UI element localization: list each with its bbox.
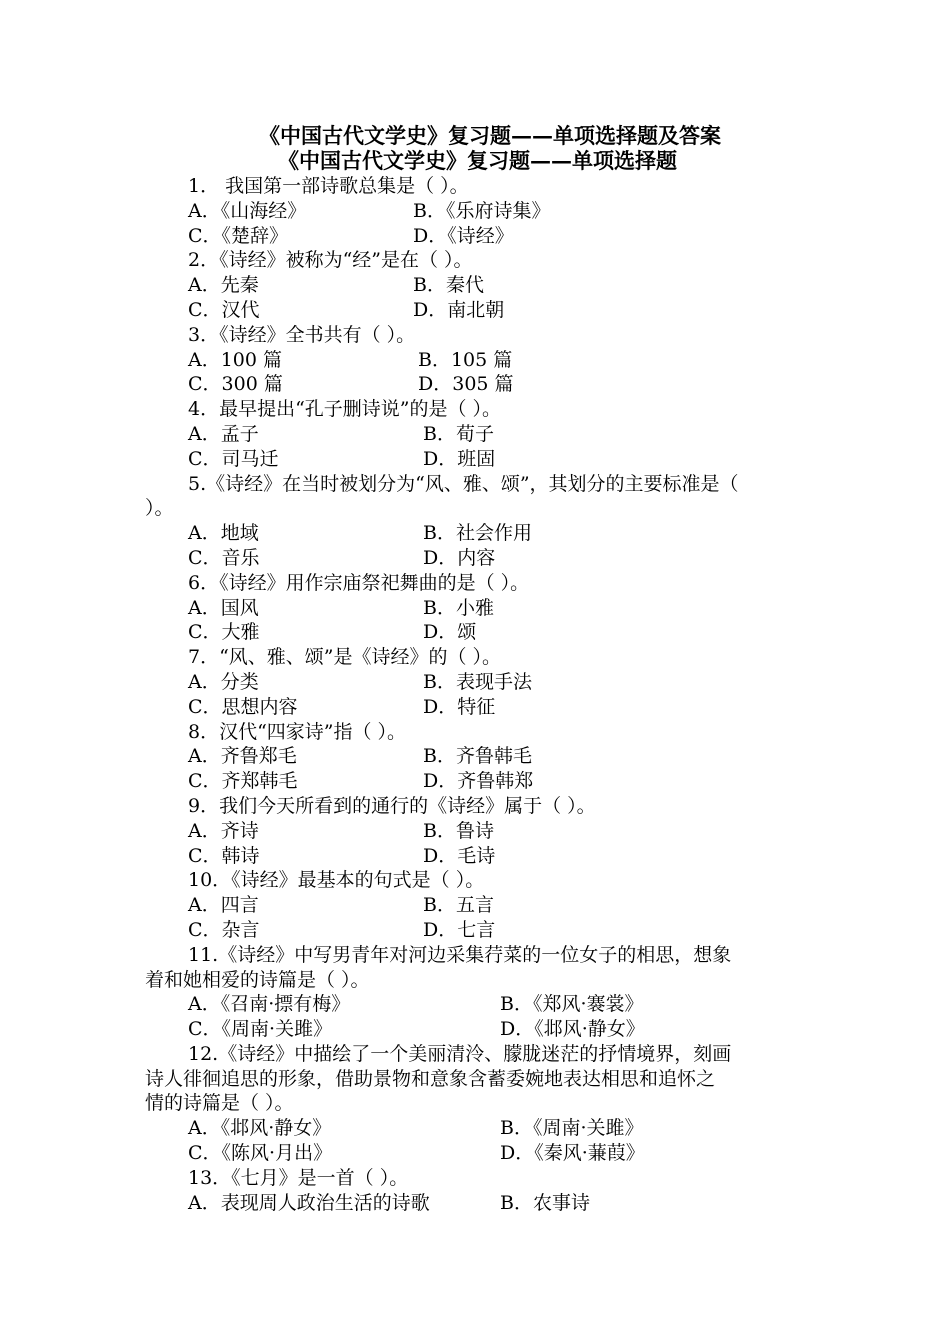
option-b: B．105 篇 bbox=[418, 348, 513, 371]
question-stem: 3．《诗经》全书共有（ ）。 bbox=[188, 323, 416, 346]
question-stem-continued: ）。 bbox=[145, 497, 174, 520]
option-d: D．七言 bbox=[423, 918, 496, 941]
question-stem: 8．汉代“四家诗”指（ ）。 bbox=[188, 720, 407, 743]
option-a: A．《召南·摽有梅》 bbox=[188, 993, 351, 1016]
question-stem-continued: 诗人徘徊追思的形象，借助景物和意象含蓄委婉地表达相思和追怀之 bbox=[145, 1067, 716, 1090]
question-stem: 6．《诗经》用作宗庙祭祀舞曲的是（ ）。 bbox=[188, 571, 530, 594]
options-row bbox=[0, 224, 950, 249]
question-stem: 9．我们今天所看到的通行的《诗经》属于（ ）。 bbox=[188, 794, 596, 817]
option-b: B．鲁诗 bbox=[423, 819, 494, 842]
option-a: A．四言 bbox=[188, 894, 259, 917]
option-b: B．秦代 bbox=[413, 274, 484, 297]
option-a: A．表现周人政治生活的诗歌 bbox=[188, 1191, 430, 1214]
options-row bbox=[0, 769, 950, 794]
options-row bbox=[0, 819, 950, 844]
question-stem-continued: 情的诗篇是（ ）。 bbox=[145, 1092, 294, 1115]
option-c: C．汉代 bbox=[188, 298, 260, 321]
option-c: C．司马迁 bbox=[188, 447, 279, 470]
option-b: B．农事诗 bbox=[500, 1191, 590, 1214]
options-row bbox=[0, 273, 950, 298]
option-c: C．杂言 bbox=[188, 918, 260, 941]
option-c: C．韩诗 bbox=[188, 844, 260, 867]
option-c: C．《楚辞》 bbox=[188, 224, 289, 247]
option-a: A．《山海经》 bbox=[188, 199, 307, 222]
option-a: A．分类 bbox=[188, 670, 259, 693]
option-b: B．社会作用 bbox=[423, 522, 532, 545]
option-a: A．《邶风·静女》 bbox=[188, 1117, 332, 1140]
option-d: D．毛诗 bbox=[423, 844, 496, 867]
options-row bbox=[0, 918, 950, 943]
question-stem: 2．《诗经》被称为“经”是在（ ）。 bbox=[188, 249, 473, 272]
option-a: A．100 篇 bbox=[188, 348, 283, 371]
options-row bbox=[0, 670, 950, 695]
options-row bbox=[0, 596, 950, 621]
option-b: B．五言 bbox=[423, 894, 494, 917]
question-stem: 10．《诗经》最基本的句式是（ ）。 bbox=[188, 869, 485, 892]
options-row bbox=[0, 372, 950, 397]
option-c: C．《陈风·月出》 bbox=[188, 1142, 333, 1165]
options-row bbox=[0, 744, 950, 769]
question-stem: 13．《七月》是一首（ ）。 bbox=[188, 1166, 409, 1189]
question-stem: 7．“风、雅、颂”是《诗经》的（ ）。 bbox=[188, 646, 502, 669]
option-b: B．小雅 bbox=[423, 596, 494, 619]
options-row bbox=[0, 1191, 950, 1216]
options-row bbox=[0, 695, 950, 720]
options-row bbox=[0, 447, 950, 472]
option-c: C．《周南·关雎》 bbox=[188, 1018, 333, 1041]
option-d: D．内容 bbox=[423, 546, 496, 569]
option-d: D．特征 bbox=[423, 695, 496, 718]
section-title: 《中国古代文学史》复习题——单项选择题 bbox=[278, 148, 677, 173]
document-title: 《中国古代文学史》复习题——单项选择题及答案 bbox=[259, 123, 721, 148]
option-b: B．齐鲁韩毛 bbox=[423, 745, 532, 768]
options-row bbox=[0, 992, 950, 1017]
option-d: D．《邶风·静女》 bbox=[500, 1018, 645, 1041]
options-row bbox=[0, 546, 950, 571]
question-stem: 5.《诗经》在当时被划分为“风、雅、颂”，其划分的主要标准是（ bbox=[188, 472, 739, 495]
options-row bbox=[0, 1141, 950, 1166]
option-b: B．表现手法 bbox=[423, 670, 532, 693]
options-row bbox=[0, 298, 950, 323]
options-row bbox=[0, 348, 950, 373]
options-row bbox=[0, 521, 950, 546]
option-d: D．《秦风·蒹葭》 bbox=[500, 1142, 645, 1165]
option-b: B．《周南·关雎》 bbox=[500, 1117, 644, 1140]
option-c: C．300 篇 bbox=[188, 373, 283, 396]
option-c: C．思想内容 bbox=[188, 695, 298, 718]
option-d: D．齐鲁韩郑 bbox=[423, 770, 534, 793]
options-row bbox=[0, 620, 950, 645]
option-a: A．地域 bbox=[188, 522, 259, 545]
option-b: B．《郑风·褰裳》 bbox=[500, 993, 644, 1016]
option-a: A．国风 bbox=[188, 596, 259, 619]
option-d: D．305 篇 bbox=[418, 373, 514, 396]
options-row bbox=[0, 1017, 950, 1042]
question-stem: 12.《诗经》中描绘了一个美丽清泠、朦胧迷茫的抒情境界，刻画 bbox=[188, 1042, 732, 1065]
option-d: D．班固 bbox=[423, 447, 496, 470]
option-d: D．《诗经》 bbox=[413, 224, 514, 247]
options-row bbox=[0, 422, 950, 447]
options-row bbox=[0, 893, 950, 918]
option-c: C．音乐 bbox=[188, 546, 260, 569]
options-row bbox=[0, 199, 950, 224]
question-stem-continued: 着和她相爱的诗篇是（ ）。 bbox=[145, 968, 370, 991]
options-row bbox=[0, 1116, 950, 1141]
question-list bbox=[0, 174, 950, 1215]
question-stem: 11.《诗经》中写男青年对河边采集荇菜的一位女子的相思，想象 bbox=[188, 943, 732, 966]
option-a: A．先秦 bbox=[188, 274, 259, 297]
option-b: B．荀子 bbox=[423, 422, 494, 445]
option-c: C．齐郑韩毛 bbox=[188, 770, 298, 793]
option-c: C．大雅 bbox=[188, 621, 260, 644]
option-a: A．齐诗 bbox=[188, 819, 259, 842]
question-stem: 1． 我国第一部诗歌总集是（ ）。 bbox=[188, 175, 469, 197]
option-b: B．《乐府诗集》 bbox=[413, 199, 551, 222]
option-a: A．孟子 bbox=[188, 422, 259, 445]
option-d: D．颂 bbox=[423, 621, 477, 644]
option-d: D．南北朝 bbox=[413, 298, 505, 321]
option-a: A．齐鲁郑毛 bbox=[188, 745, 297, 768]
options-row bbox=[0, 844, 950, 869]
question-stem: 4．最早提出“孔子删诗说”的是（ ）。 bbox=[188, 398, 502, 421]
